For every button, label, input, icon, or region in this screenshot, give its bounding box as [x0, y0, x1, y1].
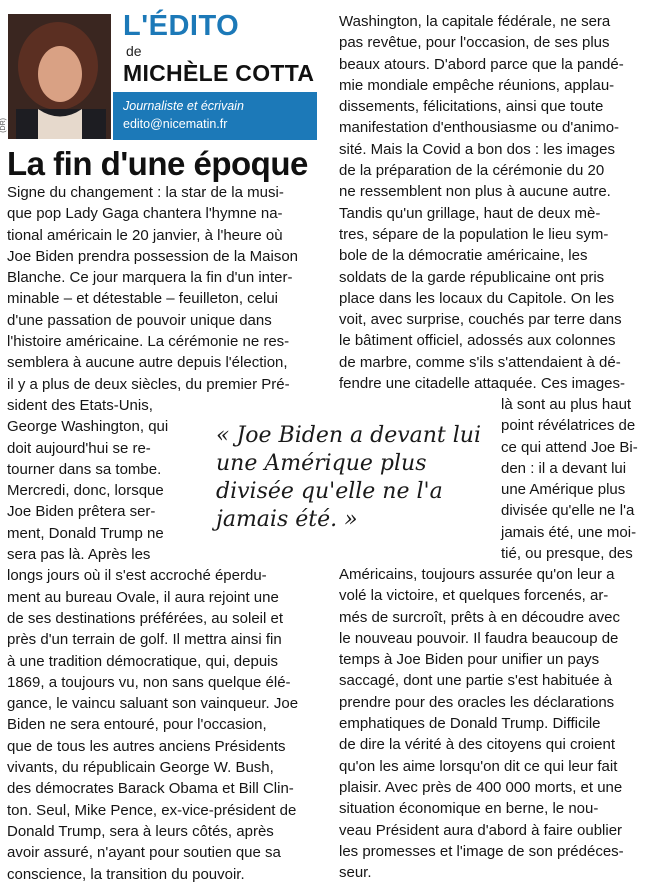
text-line: l'histoire américaine. La cérémonie ne res- — [7, 333, 290, 351]
text-line: ne ressemblent non plus à aucune autre. — [339, 183, 611, 201]
text-line: Mercredi, donc, lorsque — [7, 482, 164, 500]
text-line: tres, sépare de la population le lieu sym- — [339, 225, 609, 243]
text-line: pas revêtue, pour l'occasion, de ses plus — [339, 34, 610, 52]
text-line: une Amérique plus — [501, 481, 626, 499]
text-line: place dans les locaux du Capitole. On les — [339, 289, 615, 307]
column-right-wrap — [501, 394, 638, 564]
text-line: avoir assuré, n'ayant pour soutien que sa — [7, 844, 281, 862]
author-email[interactable]: edito@nicematin.fr — [123, 117, 228, 131]
text-line: Joe Biden prendra possession de la Maison — [7, 247, 299, 265]
text-line: temps à Joe Biden pour unifier un pays — [339, 651, 600, 669]
text-line: George Washington, qui — [7, 418, 169, 436]
text-line: Signe du changement : la star de la musi- — [7, 184, 284, 201]
text-line: sident des Etats-Unis, — [7, 396, 153, 414]
text-line: des démocrates Barack Obama et Bill Clin- — [7, 780, 294, 798]
column-right-bottom — [339, 564, 624, 883]
text-line: minable – et détestable – feuilleton, celui — [7, 290, 279, 308]
text-line: vivants, du républicain George W. Bush, — [7, 759, 274, 777]
text-line: prendre pour des oracles les déclarations — [339, 693, 615, 711]
text-line: bole de la démocratie américaine, les — [339, 247, 588, 265]
text-line: point révélatrices de — [501, 417, 636, 435]
author-photo — [8, 14, 111, 139]
article-headline: La fin d'une époque — [7, 145, 308, 182]
text-line: que pop Lady Gaga chantera l'hymne na- — [7, 205, 283, 223]
text-line: doit aujourd'hui se re- — [7, 439, 151, 457]
text-line: de dire la vérité à des citoyens qui croient — [339, 736, 615, 754]
text-line: le nouveau pouvoir. Il faudra beaucoup de — [339, 629, 619, 647]
text-line: Washington, la capitale fédérale, ne sera — [339, 13, 611, 30]
edito-de: de — [126, 43, 142, 59]
text-line: Joe Biden prêtera ser- — [7, 503, 156, 521]
text-line: seur. — [339, 864, 372, 882]
author-role: Journaliste et écrivain — [123, 99, 244, 113]
text-line: il y a plus de deux siècles, du premier Pré- — [7, 375, 290, 393]
text-line: manifestation d'enthousiasme ou d'animo- — [339, 119, 620, 137]
text-line: 1869, a toujours vu, non sans quelque élé- — [7, 673, 291, 691]
author-name: MICHÈLE COTTA — [123, 60, 315, 86]
text-line: Blanche. Ce jour marquera la fin d'un inter- — [7, 269, 293, 287]
text-line: tional américain le 20 janvier, à l'heure où — [7, 226, 283, 244]
text-line: les promesses et l'image de son prédéces- — [339, 842, 624, 860]
text-line: situation économique en berne, le nou- — [339, 800, 599, 818]
text-line: tié, ou presque, des — [501, 545, 633, 563]
text-line: près d'un terrain de golf. Il mettra ainsi fin — [7, 631, 282, 649]
text-line: voit, avec surprise, couchés par terre dans — [339, 311, 622, 329]
text-line: emphatiques de Donald Trump. Difficile — [339, 715, 601, 733]
text-line: Biden ne sera entouré, pour l'occasion, — [7, 716, 267, 734]
pull-quote: « Joe Biden a devant lui une Amérique plus divisée qu'elle ne l'a jamais été. » — [216, 423, 481, 532]
text-line: soldats de la garde républicaine ont pris — [339, 268, 605, 286]
text-line: Tandis qu'un grillage, haut de deux mè- — [339, 204, 601, 222]
text-line: jamais été, une moi- — [501, 523, 637, 541]
text-line: saccagé, dont une partie s'est habituée à — [339, 672, 613, 690]
text-line: ce qui attend Joe Bi- — [501, 438, 638, 456]
text-line: conscience, la transition du pouvoir. — [7, 865, 245, 883]
text-line: le bâtiment officiel, adossés aux colonnes — [339, 332, 616, 350]
text-line: longs jours où il s'est accroché éperdu- — [7, 567, 267, 585]
text-line: de ses destinations préférées, au soleil et — [7, 609, 283, 627]
text-line: ment, Donald Trump ne — [7, 524, 164, 542]
text-line: plaisir. Avec près de 400 000 morts, et une — [339, 778, 623, 796]
text-line: Donald Trump, sera à leurs côtés, après — [7, 822, 274, 840]
text-line: volé la victoire, et quelques forcenés, ar- — [339, 587, 609, 605]
author-portrait-image — [8, 14, 111, 139]
text-line: tourner dans sa tombe. — [7, 460, 162, 478]
text-line: divisée qu'elle ne l'a — [501, 502, 635, 520]
text-line: qu'on les aime lorsqu'on dit ce qui leur fait — [339, 757, 618, 775]
text-line: à une tradition démocratique, qui, depuis — [7, 652, 279, 670]
text-line: sité. Mais la Covid a bon dos : les images — [339, 140, 615, 158]
photo-credit: (DR) — [0, 118, 7, 133]
text-line: d'une passation de pouvoir unique dans — [7, 311, 272, 329]
text-line: gance, le vaincu saluant son vainqueur. Joe — [7, 695, 299, 713]
text-line: ment au bureau Ovale, il aura rejoint une — [7, 588, 279, 606]
text-line: là sont au plus haut — [501, 396, 632, 413]
text-line: semblera à aucune autre depuis l'élection, — [7, 354, 288, 372]
text-line: veau Président aura d'abord à faire oublier — [339, 821, 623, 839]
author-info-box — [113, 92, 317, 140]
text-line: ton. Seul, Mike Pence, ex-vice-président de — [7, 801, 297, 819]
text-line: dissements, félicitations, ainsi que toute — [339, 98, 604, 116]
text-line: den : il a devant lui — [501, 459, 627, 477]
column-right-top — [339, 11, 625, 394]
edito-kicker: L'ÉDITO — [123, 10, 240, 42]
text-line: mie mondiale empêche réunions, applau- — [339, 76, 615, 94]
text-line: sera pas là. Après les — [7, 546, 151, 564]
text-line: més de surcroît, prêts à en découdre avec — [339, 608, 620, 626]
text-line: fendre une citadelle attaquée. Ces images- — [339, 375, 626, 393]
text-line: Américains, toujours assurée qu'on leur a — [339, 566, 615, 583]
text-line: de la préparation de la cérémonie du 20 — [339, 162, 605, 180]
text-line: beaux atours. D'abord parce que la pandé- — [339, 55, 624, 73]
text-line: que de tous les autres anciens Présidents — [7, 737, 286, 755]
text-line: de marbre, comme s'ils s'attendaient à dé- — [339, 353, 621, 371]
